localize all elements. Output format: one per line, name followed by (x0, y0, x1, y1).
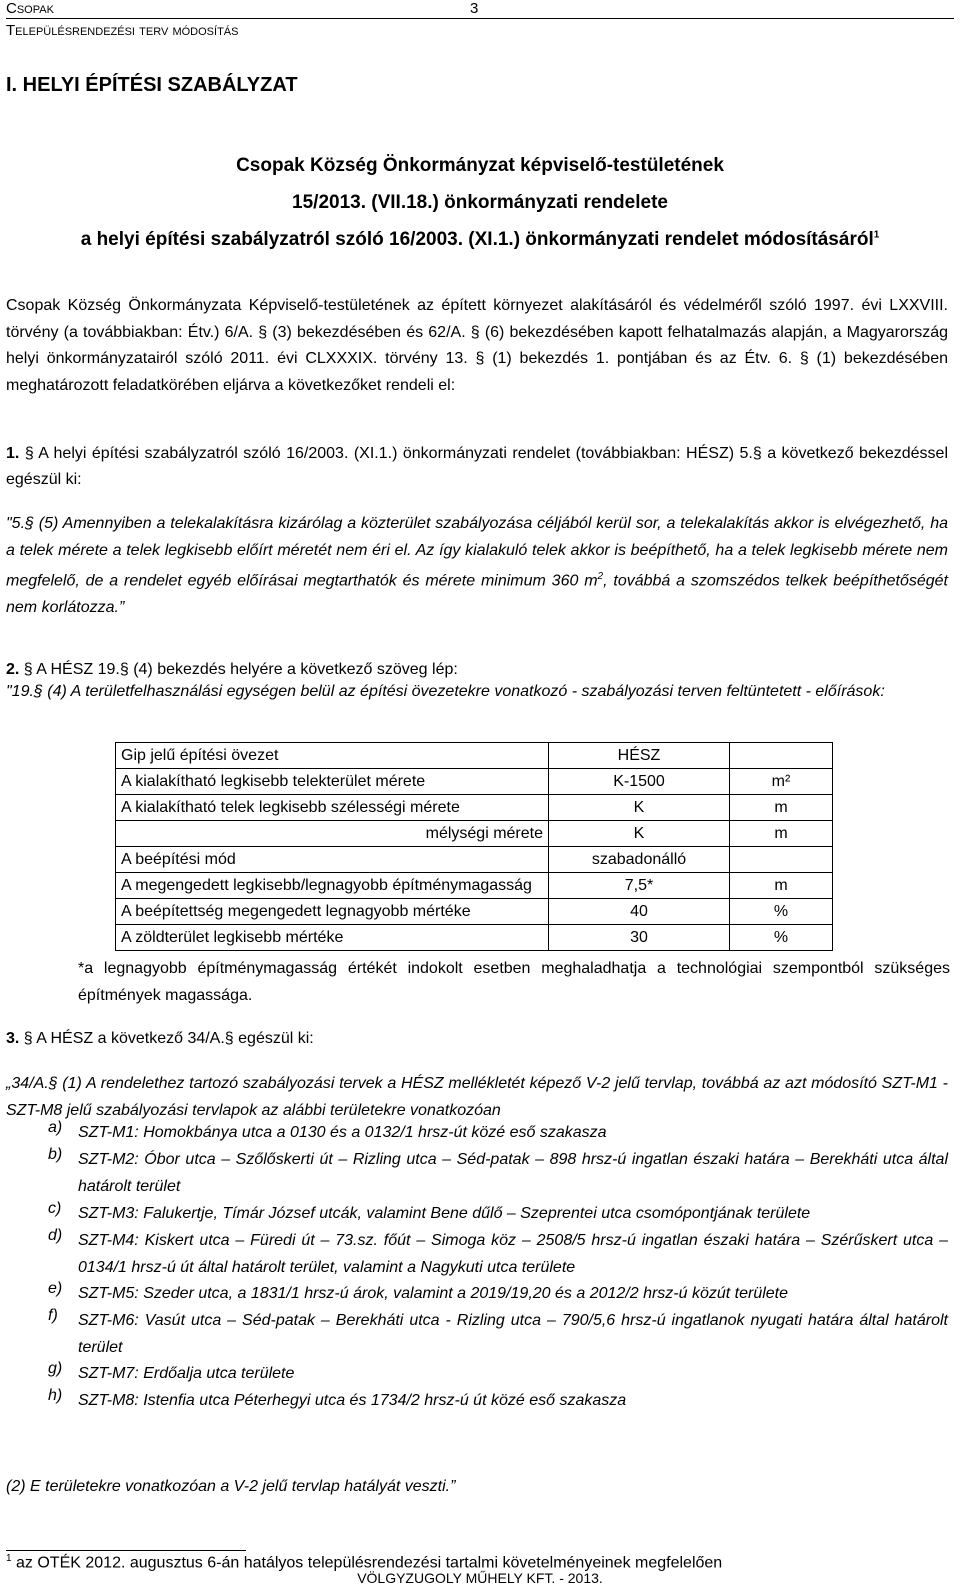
table-cell-unit: % (730, 899, 833, 925)
table-cell-unit: m (730, 873, 833, 899)
item-1 (6, 441, 948, 493)
item-1-text: § A helyi építési szabályzatról szóló 16/2003. (XI.1.) önkormányzati rendelet (továbbiakban: HÉSZ) 5.§ a következő bekezdéssel egészül ki: (6, 445, 948, 488)
decree-title-line2: 15/2013. (VII.18.) önkormányzati rendelete (292, 192, 668, 213)
table-cell-value: szabadonálló (549, 847, 730, 873)
decree-title-line3: a helyi építési szabályzatról szóló 16/2003. (XI.1.) önkormányzati rendelet módosításáról$^1$ (80, 229, 880, 250)
header-document-type: Településrendezési terv módosítás (6, 22, 239, 39)
table-row (116, 873, 833, 899)
footnote-rule (6, 1550, 246, 1551)
header-rule (6, 18, 954, 19)
table-cell-parameter: A kialakítható legkisebb telekterület mérete (116, 769, 549, 795)
preamble: Csopak Község Önkormányzata Képviselő-testületének az épített környezet alakításáról és védelméről szóló 1997. évi LXXVIII. törvény (a továbbiakban: Étv.) 6/A. § (3) bekezdésében és 62/A. § (6) bekezdésében kapott felhatalmazás alapján, a Magyarország helyi önkormányzatairól szóló 2011. évi CLXXXIX. törvény 13. § (1) bekezdés 1. pontjában és az Étv. 6. § (1) bekezdésében meghatározott feladatkörében eljárva a következőket rendeli el: (6, 297, 948, 394)
table-cell-value: HÉSZ (549, 743, 730, 769)
table-note: *a legnagyobb építménymagasság értékét indokolt esetben meghaladhatja a technológiai szempontból szükséges építmények magassága. (78, 960, 950, 1004)
quote-19-paragraph-4: "19.§ (4) A területfelhasználási egységen belül az építési övezetekre vonatkozó - szabályozási terven feltüntetett - előírások: (6, 683, 885, 700)
table-cell-value: 40 (549, 899, 730, 925)
list-item: SZT-M8: Istenfia utca Péterhegyi utca és 1734/2 hrsz-ú út közé eső szakasza (78, 1392, 627, 1409)
table-cell-parameter: A zöldterület legkisebb mértéke (116, 925, 549, 951)
footnote-ref: 1 (873, 229, 880, 241)
table-cell-parameter: A kialakítható telek legkisebb szélességi mérete (116, 795, 549, 821)
table-cell-unit: m (730, 795, 833, 821)
table-cell-unit (730, 847, 833, 873)
table-cell-unit: % (730, 925, 833, 951)
item-3-text: § A HÉSZ a következő 34/A.§ egészül ki: (23, 1030, 314, 1047)
table-row (116, 847, 833, 873)
table-cell-value: K (549, 821, 730, 847)
table-cell-value: 7,5* (549, 873, 730, 899)
list-item-label: d) (48, 1227, 63, 1244)
table-cell-parameter: Gip jelű építési övezet (116, 743, 549, 769)
table-cell-parameter: A beépítési mód (116, 847, 549, 873)
list-item-label: c) (48, 1200, 62, 1217)
table-cell-unit (730, 743, 833, 769)
table-cell-parameter: A megengedett legkisebb/legnagyobb építménymagasság (116, 873, 549, 899)
footnote-text: az OTÉK 2012. augusztus 6-án hatályos településrendezési tartalmi követelményeinek megfelelően (16, 1554, 723, 1572)
table-cell-value: K (549, 795, 730, 821)
item-3 (6, 1030, 314, 1048)
list-item: SZT-M4: Kiskert utca – Füredi út – 73.sz. főút – Simoga köz – 2508/5 hrsz-ú ingatlan északi határa – Szérűskert utca – 0134/1 hrsz-ú út által határolt terület, valamint a Nagykuti utca területe (78, 1232, 948, 1276)
page-number: 3 (470, 0, 479, 17)
list-item-label: a) (48, 1119, 63, 1136)
quote-34a-paragraph-2: (2) E területekre vonatkozóan a V-2 jelű tervlap hatályát veszti.” (6, 1478, 456, 1495)
list-item: SZT-M6: Vasút utca – Séd-patak – Berekháti utca - Rizling utca – 790/5,6 hrsz-ú ingatlanok nyugati határa által határolt terület (78, 1312, 948, 1356)
table-cell-value: K-1500 (549, 769, 730, 795)
table-cell-parameter: mélységi mérete (116, 821, 549, 847)
zoning-spec-table (115, 742, 833, 951)
item-2-text: § A HÉSZ 19.§ (4) bekezdés helyére a következő szöveg lép: (23, 661, 458, 678)
item-2-number: 2. (6, 661, 20, 678)
list-item-label: h) (48, 1387, 63, 1404)
list-item-label: b) (48, 1146, 63, 1163)
list-item-label: f) (48, 1307, 58, 1324)
quote-5-paragraph-5: "5.§ (5) Amennyiben a telekalakításra kizárólag a közterület szabályozása céljából kerül sor, a telekalakítás akkor is elvégezhető, ha a telek mérete a telek legkisebb előírt méretét nem éri el. Az így kialakuló telek akkor is beépíthető, ha a telek legkisebb mérete nem megfelelő, de a rendelet egyéb előírásai megtarthatók és mérete minimum 360 $m^2$, továbbá a szomszédos telkek beépíthetőségét nem korlátozza.” (6, 515, 949, 616)
list-item-label: e) (48, 1280, 63, 1297)
table-cell-unit: m (730, 821, 833, 847)
list-item: SZT-M2: Óbor utca – Szőlőskerti út – Rizling utca – Séd-patak – 898 hrsz-ú ingatlan északi határa – Berekháti utca által határolt terület (78, 1151, 948, 1195)
table-row (116, 821, 833, 847)
table-row (116, 795, 833, 821)
list-item: SZT-M7: Erdőalja utca területe (78, 1365, 295, 1382)
footer-company: VÖLGYZUGOLY MŰHELY KFT. - 2013. (357, 1570, 603, 1586)
table-row (116, 769, 833, 795)
section-title: I. HELYI ÉPÍTÉSI SZABÁLYZAT (6, 74, 298, 96)
item-1-number: 1. (6, 445, 20, 462)
list-item: SZT-M5: Szeder utca, a 1831/1 hrsz-ú árok, valamint a 2019/19,20 és a 2012/2 hrsz-ú közút területe (78, 1285, 789, 1302)
item-3-number: 3. (6, 1030, 20, 1047)
table-row (116, 743, 833, 769)
table-row (116, 899, 833, 925)
item-2 (6, 661, 458, 679)
table-cell-value: 30 (549, 925, 730, 951)
table-row (116, 925, 833, 951)
header-municipality: Csopak (6, 0, 54, 17)
list-item-label: g) (48, 1360, 63, 1377)
table-cell-parameter: A beépítettség megengedett legnagyobb mértéke (116, 899, 549, 925)
decree-title-line1: Csopak Község Önkormányzat képviselő-testületének (236, 155, 724, 176)
table-cell-unit: m² (730, 769, 833, 795)
list-item: SZT-M3: Falukertje, Tímár József utcák, valamint Bene dűlő – Szeprentei utca csomópontjának területe (78, 1205, 811, 1222)
footnote-number: 1 (6, 1553, 12, 1564)
list-item: SZT-M1: Homokbánya utca a 0130 és a 0132/1 hrsz-út közé eső szakasza (78, 1124, 607, 1141)
quote-34a-paragraph-1: „34/A.§ (1) A rendelethez tartozó szabályozási tervek a HÉSZ mellékletét képező V-2 jelű tervlap, továbbá az azt módosító SZT-M1 - SZT-M8 jelű szabályozási tervlapok az alábbi területekre vonatkozóan (6, 1075, 948, 1119)
